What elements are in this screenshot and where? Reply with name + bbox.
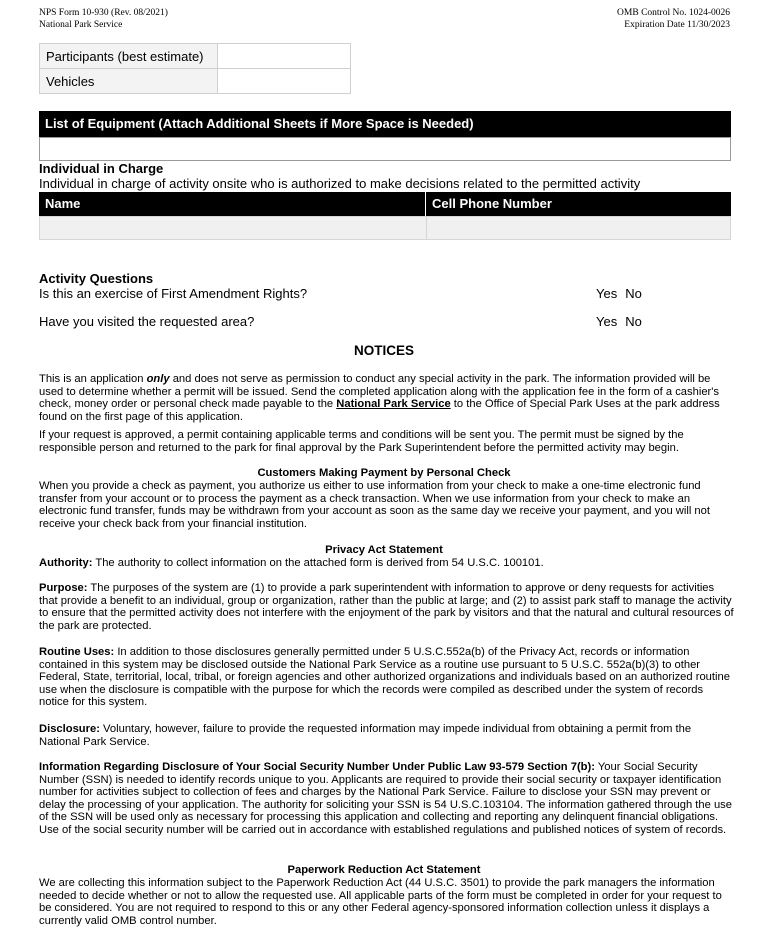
routine-uses-label: Routine Uses: — [39, 646, 115, 658]
notice-text: and does not serve as permission to conduct any special activity in the park. The information provided will be used to determine whether a permit will be issued. Send the completed application along with the application fee in the form of a cashier's check, money order or personal check made payable to the — [39, 373, 719, 411]
routine-uses-paragraph — [39, 646, 734, 709]
vehicles-label: Vehicles — [40, 69, 218, 94]
notice-paragraph-approval: If your request is approved, a permit containing applicable terms and conditions will be sent you. The permit must be signed by the responsible person and returned to the park for final approval by the Park Superintendent before the permitted activity may begin. — [39, 429, 684, 454]
form-number: NPS Form 10-930 (Rev. 08/2021) — [39, 8, 168, 18]
disclosure-paragraph — [39, 723, 734, 748]
name-column-header: Name — [39, 192, 426, 216]
purpose-paragraph — [39, 582, 734, 632]
phone-column-header: Cell Phone Number — [432, 196, 552, 211]
individual-in-charge-subtitle: Individual in charge of activity onsite who is authorized to make decisions related to the permitted activity — [39, 176, 641, 191]
individual-table-row — [39, 216, 731, 240]
paperwork-reduction-text: We are collecting this information subject to the Paperwork Reduction Act (44 U.S.C. 3501) to provide the park managers the information needed to decide whether or not to allow the requested use. All applicable parts of the form must be completed in order for your request to be considered. You are not required to respond to this or any other Federal agency-sponsored information collection unless it displays a currently valid OMB control number. — [39, 877, 722, 927]
individual-in-charge-title: Individual in Charge — [39, 161, 164, 176]
participants-field[interactable] — [218, 44, 351, 69]
first-amendment-options — [596, 286, 650, 301]
form-id-header — [39, 8, 168, 31]
disclosure-label: Disclosure: — [39, 723, 100, 735]
notice-emphasis: only — [146, 373, 170, 385]
individual-table-header — [39, 192, 731, 216]
equipment-header: List of Equipment (Attach Additional Sheets if More Space is Needed) — [39, 111, 731, 137]
visited-area-no[interactable]: No — [625, 314, 642, 329]
counts-table — [39, 43, 351, 94]
authority-text: The authority to collect information on the attached form is derived from 54 U.S.C. 100101. — [92, 557, 544, 569]
first-amendment-yes[interactable]: Yes — [596, 286, 618, 301]
expiration-date: Expiration Date 11/30/2023 — [624, 19, 730, 30]
ssn-paragraph — [39, 761, 734, 837]
participants-label: Participants (best estimate) — [40, 44, 218, 69]
question-first-amendment: Is this an exercise of First Amendment Rights? — [39, 286, 308, 301]
notice-paragraph-application — [39, 373, 734, 423]
personal-check-title: Customers Making Payment by Personal Check — [257, 467, 511, 479]
equipment-field[interactable] — [39, 137, 731, 161]
visited-area-yes[interactable]: Yes — [596, 314, 618, 329]
vehicles-field[interactable] — [218, 69, 351, 94]
purpose-text: The purposes of the system are (1) to provide a park superintendent with information to approve or deny requests for activities that provide a benefit to an individual, group or organization, rather than the public at large; and (2) to assist park staff to manage the activity to ensure that the permitted activity does not interfere with the enjoyment of the park by visitors and that the natural and cultural resources of the park are protected. — [39, 582, 734, 632]
omb-control-number: OMB Control No. 1024-0026 — [617, 8, 730, 18]
privacy-act-title: Privacy Act Statement — [325, 544, 443, 556]
paperwork-reduction-title: Paperwork Reduction Act Statement — [287, 864, 481, 876]
question-visited-area: Have you visited the requested area? — [39, 314, 255, 329]
notices-title: NOTICES — [353, 343, 414, 358]
phone-field[interactable] — [427, 217, 730, 239]
vehicles-row — [40, 69, 351, 94]
disclosure-text: Voluntary, however, failure to provide the requested information may impede individual from obtaining a permit from the National Park Service. — [39, 723, 692, 748]
notice-text: This is an application — [39, 373, 147, 385]
personal-check-text: When you provide a check as payment, you authorize us either to use information from your check to make a one-time electronic fund transfer from your account or to process the payment as a check transaction. When we use information from your check to make an electronic fund transfer, funds may be withdrawn from your account as soon as the same day we receive your payment, and you will not receive your check back from your financial institution. — [39, 480, 710, 530]
first-amendment-no[interactable]: No — [625, 286, 642, 301]
authority-paragraph — [39, 557, 734, 570]
omb-header — [617, 8, 730, 31]
activity-questions-title: Activity Questions — [39, 271, 154, 286]
routine-uses-text: In addition to those disclosures generally permitted under 5 U.S.C.552a(b) of the Privacy Act, records or information contained in this system may be disclosed outside the National Park Service as a routine use pursuant to 5 U.S.C. 552a(b)(3) to other Federal, State, territorial, local, tribal, or foreign agencies and other authorized organizations and individuals based on an authorized routine use when the disclosure is compatible with the purpose for which the records were compiled as described under the system of records notice for this system. — [39, 646, 730, 709]
visited-area-options — [596, 314, 650, 329]
authority-label: Authority: — [39, 557, 93, 569]
agency-name: National Park Service — [39, 19, 123, 30]
nps-payee: National Park Service — [336, 398, 451, 411]
purpose-label: Purpose: — [39, 582, 88, 594]
participants-row — [40, 44, 351, 69]
name-field[interactable] — [40, 217, 427, 239]
notice-text: to the Office of Special Park Uses at the park address found on the first page of this application. — [39, 398, 720, 423]
ssn-text: Your Social Security Number (SSN) is needed to identify records unique to you. Applicants are required to provide their social security or taxpayer identification number for activities subject to collection of fees and charges by the National Park Service. Failure to disclose your SSN may prevent or delay the processing of your application. The authority for soliciting your SSN is 54 U.S.C.103104. The information gathered through the use of the SSN will be used only as necessary for processing this application and collecting and reporting any delinquent financial obligations. Use of the social security number will be carried out in accordance with established regulations and published notices of system of records. — [39, 761, 732, 836]
ssn-label: Information Regarding Disclosure of Your Social Security Number Under Public Law 93-579 Section 7(b): — [39, 761, 595, 773]
